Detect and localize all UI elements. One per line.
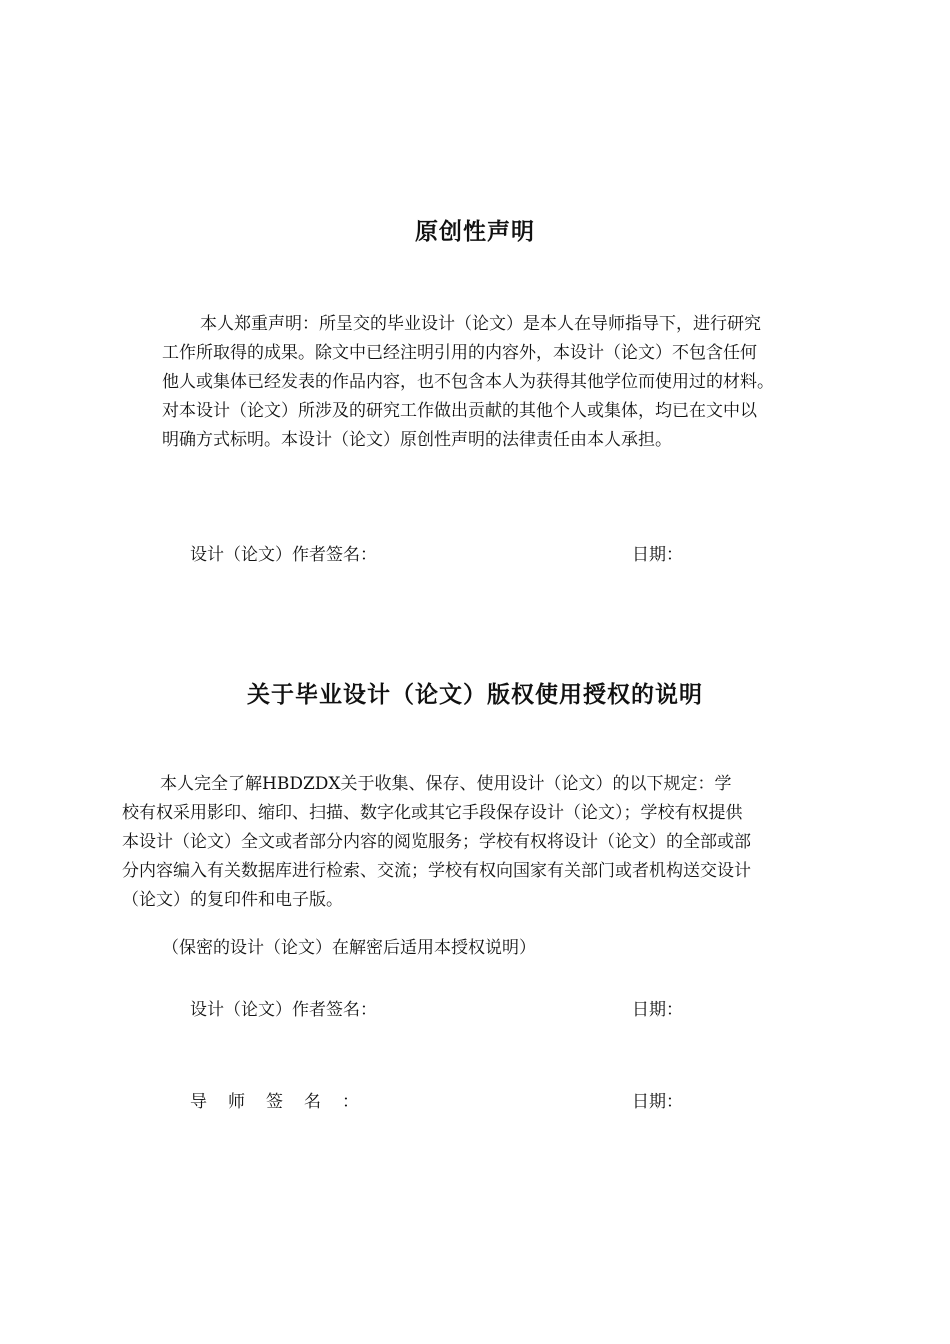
- authorization-line: 本设计（论文）全文或者部分内容的阅览服务；学校有权将设计（论文）的全部或部: [122, 832, 751, 852]
- authorization-line: 分内容编入有关数据库进行检索、交流；学校有权向国家有关部门或者机构送交设计: [122, 861, 751, 881]
- declaration-author-signature-label: 设计（论文）作者签名：: [190, 545, 377, 565]
- authorization-line: 本人完全了解HBDZDX关于收集、保存、使用设计（论文）的以下规定：学: [160, 774, 732, 794]
- declaration-body: [162, 310, 774, 455]
- advisor-date-label: 日期：: [632, 1092, 683, 1112]
- authorization-title: 关于毕业设计（论文）版权使用授权的说明: [247, 682, 703, 708]
- declaration-line: 他人或集体已经发表的作品内容，也不包含本人为获得其他学位而使用过的材料。: [162, 372, 774, 392]
- authorization-body: [122, 770, 751, 915]
- declaration-line: 明确方式标明。本设计（论文）原创性声明的法律责任由本人承担。: [162, 430, 672, 450]
- authorization-line: 校有权采用影印、缩印、扫描、数字化或其它手段保存设计（论文）；学校有权提供: [122, 803, 743, 823]
- advisor-signature-label: 导师签名：: [190, 1092, 380, 1112]
- declaration-title: 原创性声明: [415, 219, 535, 245]
- authorization-author-signature-label: 设计（论文）作者签名：: [190, 1000, 377, 1020]
- authorization-author-date-label: 日期：: [632, 1000, 683, 1020]
- authorization-line: （论文）的复印件和电子版。: [122, 890, 343, 910]
- declaration-date-label: 日期：: [632, 545, 683, 565]
- confidential-note: （保密的设计（论文）在解密后适用本授权说明）: [162, 938, 536, 958]
- declaration-line: 工作所取得的成果。除文中已经注明引用的内容外，本设计（论文）不包含任何: [162, 343, 757, 363]
- declaration-line: 对本设计（论文）所涉及的研究工作做出贡献的其他个人或集体，均已在文中以: [162, 401, 757, 421]
- declaration-line: 本人郑重声明：所呈交的毕业设计（论文）是本人在导师指导下，进行研究: [200, 314, 761, 334]
